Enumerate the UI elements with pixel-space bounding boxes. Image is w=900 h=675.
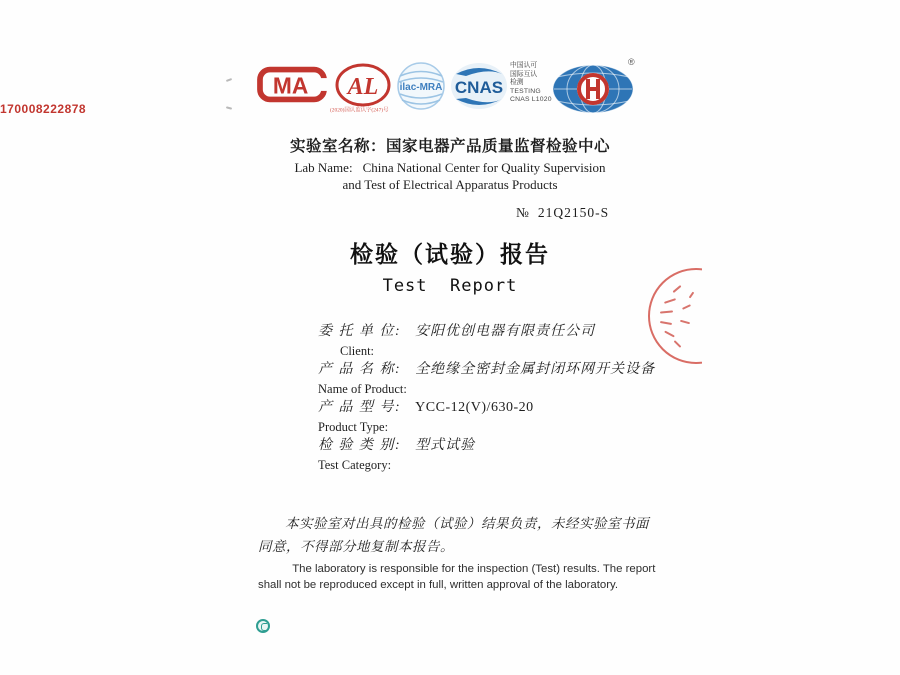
- accreditation-line: CNAS L1020: [510, 96, 552, 104]
- field-label-en: Test Category:: [318, 458, 392, 472]
- field-value: 型式试验: [415, 438, 476, 453]
- field-value: 安阳优创电器有限责任公司: [415, 324, 596, 339]
- globe-emblem-icon: [552, 64, 634, 114]
- field-label-en: Client:: [340, 344, 375, 358]
- lab-name-label-en: Lab Name:: [294, 160, 353, 175]
- accreditation-line: 国际互认: [510, 70, 538, 78]
- accreditation-line: TESTING: [510, 87, 541, 95]
- cal-logo-icon: [334, 63, 392, 107]
- cal-certificate-caption: (2020)国认监认字(247)号: [330, 107, 389, 114]
- cnas-logo-icon: [450, 62, 508, 111]
- svg-text:ilac-MRA: ilac-MRA: [399, 82, 443, 93]
- report-title-en: Test Report: [382, 276, 518, 296]
- field-value: 全绝缘全密封金属封闭环网开关设备: [415, 362, 656, 377]
- lab-name-en-line2: and Test of Electrical Apparatus Products: [342, 177, 558, 192]
- field-client: [318, 320, 595, 359]
- report-number-value: 21Q2150-S: [537, 205, 610, 220]
- field-label-en: Product Type:: [318, 420, 389, 434]
- svg-text:MA: MA: [272, 72, 309, 99]
- cma-logo-icon: [256, 66, 328, 103]
- accreditation-line: 中国认可: [510, 62, 538, 69]
- seal-circle: [648, 268, 702, 364]
- numero-sign: №: [516, 205, 530, 220]
- accreditation-line: 检测: [510, 79, 524, 87]
- field-product-type: [318, 396, 534, 435]
- cnas-accreditation-text: [510, 62, 556, 105]
- document-marker-icon: [256, 619, 270, 633]
- title-block: [0, 236, 900, 296]
- field-label-cn: 检 验 类 别:: [318, 438, 402, 453]
- scan-artifact: [226, 106, 232, 109]
- field-label-cn: 产 品 型 号:: [318, 400, 402, 415]
- statement-en: The laboratory is responsible for the inspection (Test) results. The report shall not be reproduced except in full, written approval of the laboratory.: [258, 563, 656, 591]
- report-title-cn: 检验（试验）报告: [350, 241, 550, 267]
- scan-artifact: [226, 78, 232, 82]
- field-test-category: [318, 434, 475, 473]
- report-number: [516, 205, 609, 221]
- cma-certificate-number: 170008222878: [0, 102, 87, 116]
- svg-text:CNAS: CNAS: [454, 78, 504, 97]
- lab-name-en-text: China National Center for Quality Supervision: [362, 160, 606, 175]
- statement-cn: 本实验室对出具的检验（试验）结果负责，未经实验室书面同意，不得部分地复制本报告。: [258, 516, 649, 554]
- field-value: YCC-12(V)/630-20: [415, 400, 534, 415]
- field-product-name: [318, 358, 655, 397]
- field-label-en: Name of Product:: [318, 382, 407, 396]
- field-label-cn: 产 品 名 称:: [318, 362, 402, 377]
- lab-name-cn: 实验室名称：国家电器产品质量监督检验中心: [289, 138, 610, 155]
- lab-name-en-line1: [0, 160, 900, 176]
- registered-trademark-icon: ®: [628, 57, 635, 67]
- field-label-cn: 委 托 单 位:: [318, 324, 402, 339]
- red-seal-stamp-icon: [646, 266, 702, 366]
- ilac-mra-logo-icon: [396, 61, 446, 111]
- lab-name-block: [0, 134, 900, 193]
- svg-text:AL: AL: [347, 74, 379, 100]
